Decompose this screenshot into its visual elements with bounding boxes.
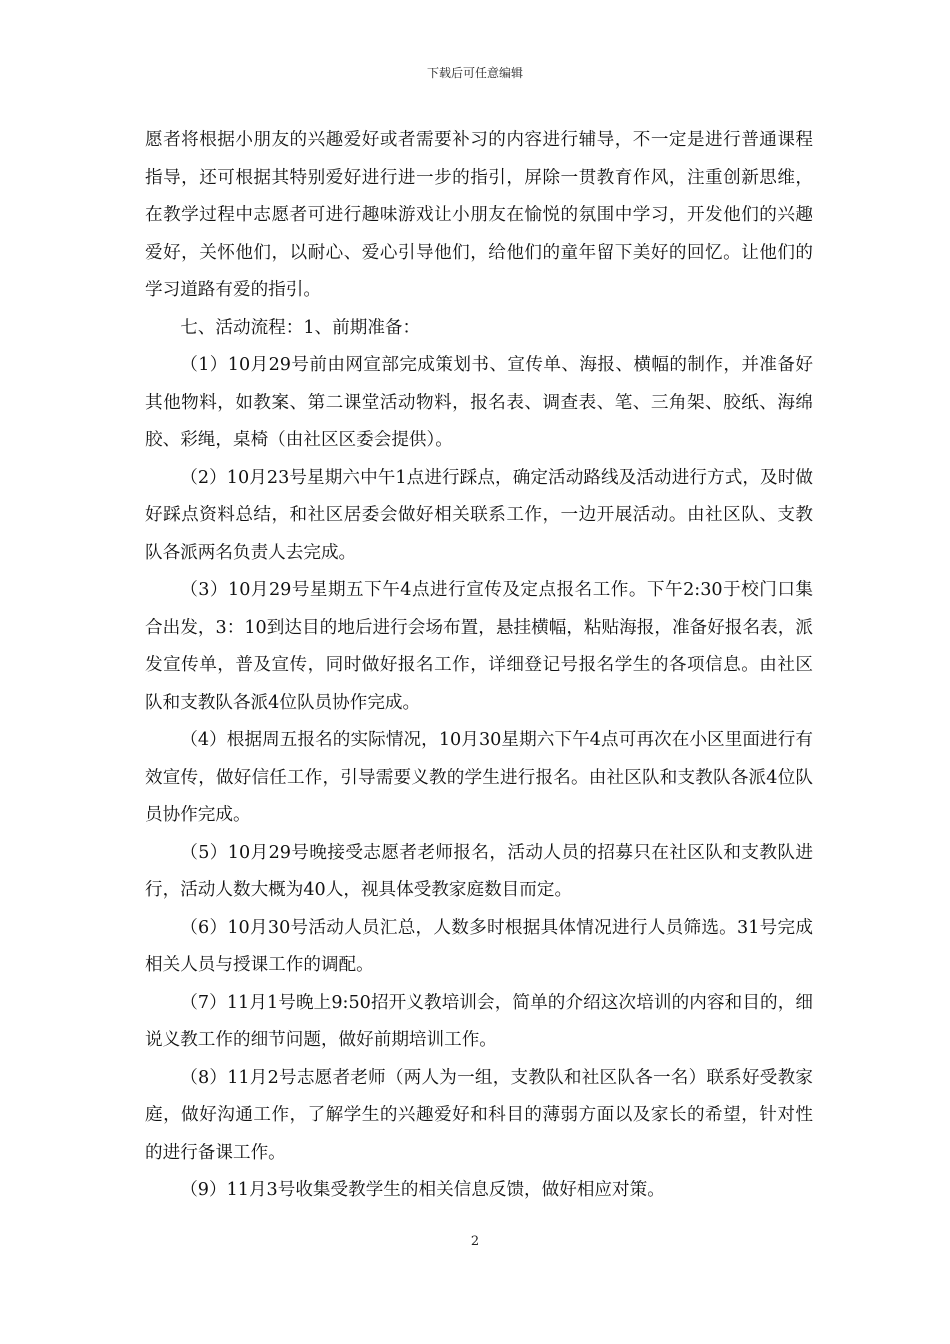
page-header: 下载后可任意编辑 bbox=[426, 66, 523, 80]
paragraph-item-2: （2）10月23号星期六中午1点进行踩点，确定活动路线及活动进行方式，及时做好踩点资料总结，和社区居委会做好相关联系工作，一边开展活动。由社区队、支教队各派两名负责人去完成。 bbox=[145, 467, 813, 563]
section-heading-activity-process: 七、活动流程：1、前期准备： bbox=[180, 317, 421, 338]
paragraph-item-9: （9）11月3号收集受教学生的相关信息反馈，做好相应对策。 bbox=[180, 1180, 665, 1200]
paragraph-item-1: （1）10月29号前由网宣部完成策划书、宣传单、海报、横幅的制作，并准备好其他物料，如教案、第二课堂活动物料，报名表、调查表、笔、三角架、胶纸、海绵胶、彩绳，桌椅（由社区区委会提供）。 bbox=[145, 355, 813, 450]
paragraph-item-3: （3）10月29号星期五下午4点进行宣传及定点报名工作。下午2:30于校门口集合出发，3：10到达目的地后进行会场布置，悬挂横幅，粘贴海报，准备好报名表，派发宣传单，普及宣传，同时做好报名工作，详细登记号报名学生的各项信息。由社区队和支教队各派4位队员协作完成。 bbox=[145, 580, 813, 713]
page-number: 2 bbox=[470, 1234, 480, 1249]
paragraph-item-4: （4）根据周五报名的实际情况，10月30星期六下午4点可再次在小区里面进行有效宣传，做好信任工作，引导需要义教的学生进行报名。由社区队和支教队各派4位队员协作完成。 bbox=[145, 730, 813, 825]
document-body bbox=[145, 122, 813, 1210]
paragraph-item-8: （8）11月2号志愿者老师（两人为一组，支教队和社区队各一名）联系好受教家庭，做好沟通工作，了解学生的兴趣爱好和科目的薄弱方面以及家长的希望，针对性的进行备课工作。 bbox=[145, 1067, 813, 1163]
paragraph-continuation: 愿者将根据小朋友的兴趣爱好或者需要补习的内容进行辅导，不一定是进行普通课程指导，还可根据其特别爱好进行进一步的指引，屏除一贯教育作风，注重创新思维，在教学过程中志愿者可进行趣味游戏让小朋友在愉悦的氛围中学习，开发他们的兴趣爱好，关怀他们，以耐心、爱心引导他们，给他们的童年留下美好的回忆。让他们的学习道路有爱的指引。 bbox=[145, 130, 813, 300]
paragraph-item-6: （6）10月30号活动人员汇总，人数多时根据具体情况进行人员筛选。31号完成相关人员与授课工作的调配。 bbox=[145, 917, 813, 975]
paragraph-item-5: （5）10月29号晚接受志愿者老师报名，活动人员的招募只在社区队和支教队进行，活动人数大概为40人，视具体受教家庭数目而定。 bbox=[145, 842, 813, 900]
paragraph-item-7: （7）11月1号晚上9:50招开义教培训会，简单的介绍这次培训的内容和目的，细说义教工作的细节问题，做好前期培训工作。 bbox=[145, 992, 813, 1050]
